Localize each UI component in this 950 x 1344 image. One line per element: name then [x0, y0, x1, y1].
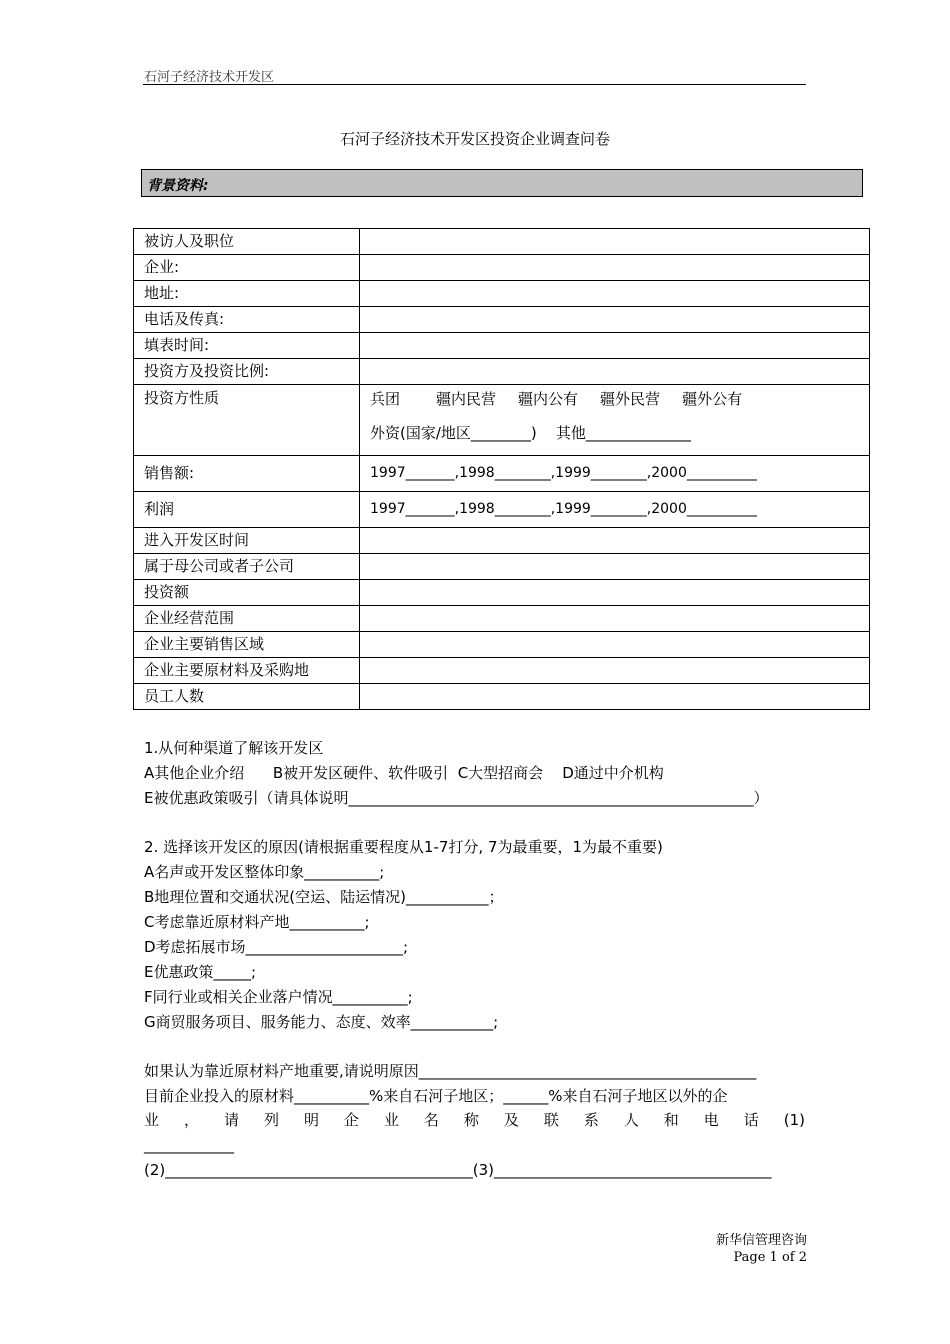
table-row [134, 385, 870, 456]
table-row [134, 307, 870, 333]
word: 及 [503, 1111, 519, 1129]
entry-time-field[interactable] [360, 528, 870, 554]
table-row [134, 658, 870, 684]
row-label: 填表时间: [134, 333, 360, 359]
option-xj-private[interactable]: 疆内民营 [436, 390, 497, 408]
row-label: 企业主要销售区域 [134, 632, 360, 658]
profit-field[interactable]: 1997_______,1998________,1999________,2000__________ [360, 492, 870, 528]
investors-field[interactable] [360, 359, 870, 385]
section-background-bar [141, 169, 863, 197]
q3-blank-1[interactable]: ____________ [144, 1136, 234, 1154]
q2-item-d[interactable]: D考虑拓展市场_____________________; [144, 938, 409, 956]
option-out-private[interactable]: 疆外民营 [600, 390, 661, 408]
row-label: 投资额 [134, 580, 360, 606]
q3-reason-line[interactable]: 如果认为靠近原材料产地重要,请说明原因_____________________________________________ [144, 1062, 757, 1080]
table-row [134, 281, 870, 307]
row-label: 企业主要原材料及采购地 [134, 658, 360, 684]
section-label: 背景资料: [147, 178, 209, 194]
option-foreign-other[interactable]: 外资(国家/地区________) 其他______________ [370, 424, 691, 442]
q2-title: 2. 选择该开发区的原因(请根据重要程度从1-7打分, 7为最重要，1为最不重要) [144, 838, 663, 856]
phone-fax-field[interactable] [360, 307, 870, 333]
q2-item-b[interactable]: B地理位置和交通状况(空运、陆运情况)___________； [144, 888, 504, 906]
table-row [134, 359, 870, 385]
q1-options-line1[interactable]: A其他企业介绍 B被开发区硬件、软件吸引 C大型招商会 D通过中介机构 [144, 764, 664, 782]
page-footer [716, 1232, 807, 1266]
parent-sub-field[interactable] [360, 554, 870, 580]
word: 列 [263, 1111, 279, 1129]
header-org: 石河子经济技术开发区 [144, 70, 275, 85]
table-row [134, 456, 870, 492]
option-out-public[interactable]: 疆外公有 [682, 390, 743, 408]
q2-item-c[interactable]: C考虑靠近原材料产地__________; [144, 913, 370, 931]
word: 联 [543, 1111, 559, 1129]
document-title: 石河子经济技术开发区投资企业调查问卷 [339, 130, 610, 148]
sales-region-field[interactable] [360, 632, 870, 658]
word: 和 [663, 1111, 679, 1129]
word: 明 [303, 1111, 319, 1129]
row-label: 投资方及投资比例: [134, 359, 360, 385]
row-label: 属于母公司或者子公司 [134, 554, 360, 580]
word: ， [183, 1111, 199, 1129]
row-label: 投资方性质 [134, 385, 360, 456]
footer-page-number: Page 1 of 2 [733, 1250, 807, 1265]
investment-field[interactable] [360, 580, 870, 606]
word: 企 [343, 1111, 359, 1129]
word: 称 [463, 1111, 479, 1129]
table-row [134, 684, 870, 710]
scope-field[interactable] [360, 606, 870, 632]
table-row [134, 333, 870, 359]
table-row [134, 492, 870, 528]
materials-field[interactable] [360, 658, 870, 684]
q2-item-a[interactable]: A名声或开发区整体印象__________; [144, 863, 385, 881]
header-divider [143, 84, 806, 85]
fill-time-field[interactable] [360, 333, 870, 359]
row-label: 被访人及职位 [134, 229, 360, 255]
word: 电 [703, 1111, 719, 1129]
word: 业 [383, 1111, 399, 1129]
word: 人 [623, 1111, 639, 1129]
word: 请 [223, 1111, 239, 1129]
q2-item-e[interactable]: E优惠政策_____; [144, 963, 257, 981]
q3-materials-line[interactable]: 目前企业投入的原材料__________%来自石河子地区；______%来自石河子地区以外的企 [144, 1087, 728, 1105]
word: 话 [743, 1111, 759, 1129]
table-row [134, 528, 870, 554]
table-row [134, 632, 870, 658]
word: 业 [144, 1111, 160, 1129]
table-row [134, 606, 870, 632]
word: 系 [583, 1111, 599, 1129]
row-label: 员工人数 [134, 684, 360, 710]
q2-item-g[interactable]: G商贸服务项目、服务能力、态度、效率___________; [144, 1013, 499, 1031]
table-row [134, 255, 870, 281]
q2-item-f[interactable]: F同行业或相关企业落户情况__________; [144, 988, 413, 1006]
word: (1) [783, 1111, 805, 1129]
option-bingtuan[interactable]: 兵团 [370, 390, 401, 408]
q1-title: 1.从何种渠道了解该开发区 [144, 739, 324, 757]
interviewee-field[interactable] [360, 229, 870, 255]
table-row [134, 229, 870, 255]
row-label: 进入开发区时间 [134, 528, 360, 554]
q1-options-line2[interactable]: E被优惠政策吸引（请具体说明______________________________________________________） [144, 789, 769, 807]
q3-blank-2-3[interactable]: (2)_________________________________________(3)_____________________________________ [144, 1161, 772, 1179]
company-field[interactable] [360, 255, 870, 281]
option-xj-public[interactable]: 疆内公有 [518, 390, 579, 408]
background-info-table [133, 228, 870, 710]
row-label: 电话及传真: [134, 307, 360, 333]
footer-company: 新华信管理咨询 [715, 1233, 807, 1248]
table-row [134, 580, 870, 606]
q3-list-companies-line [144, 1108, 805, 1133]
row-label: 销售额: [134, 456, 360, 492]
row-label: 企业: [134, 255, 360, 281]
sales-field[interactable]: 1997_______,1998________,1999________,2000__________ [360, 456, 870, 492]
row-label: 利润 [134, 492, 360, 528]
employees-field[interactable] [360, 684, 870, 710]
word: 名 [423, 1111, 439, 1129]
investor-nature-options[interactable] [360, 385, 870, 456]
row-label: 地址: [134, 281, 360, 307]
address-field[interactable] [360, 281, 870, 307]
row-label: 企业经营范围 [134, 606, 360, 632]
table-row [134, 554, 870, 580]
